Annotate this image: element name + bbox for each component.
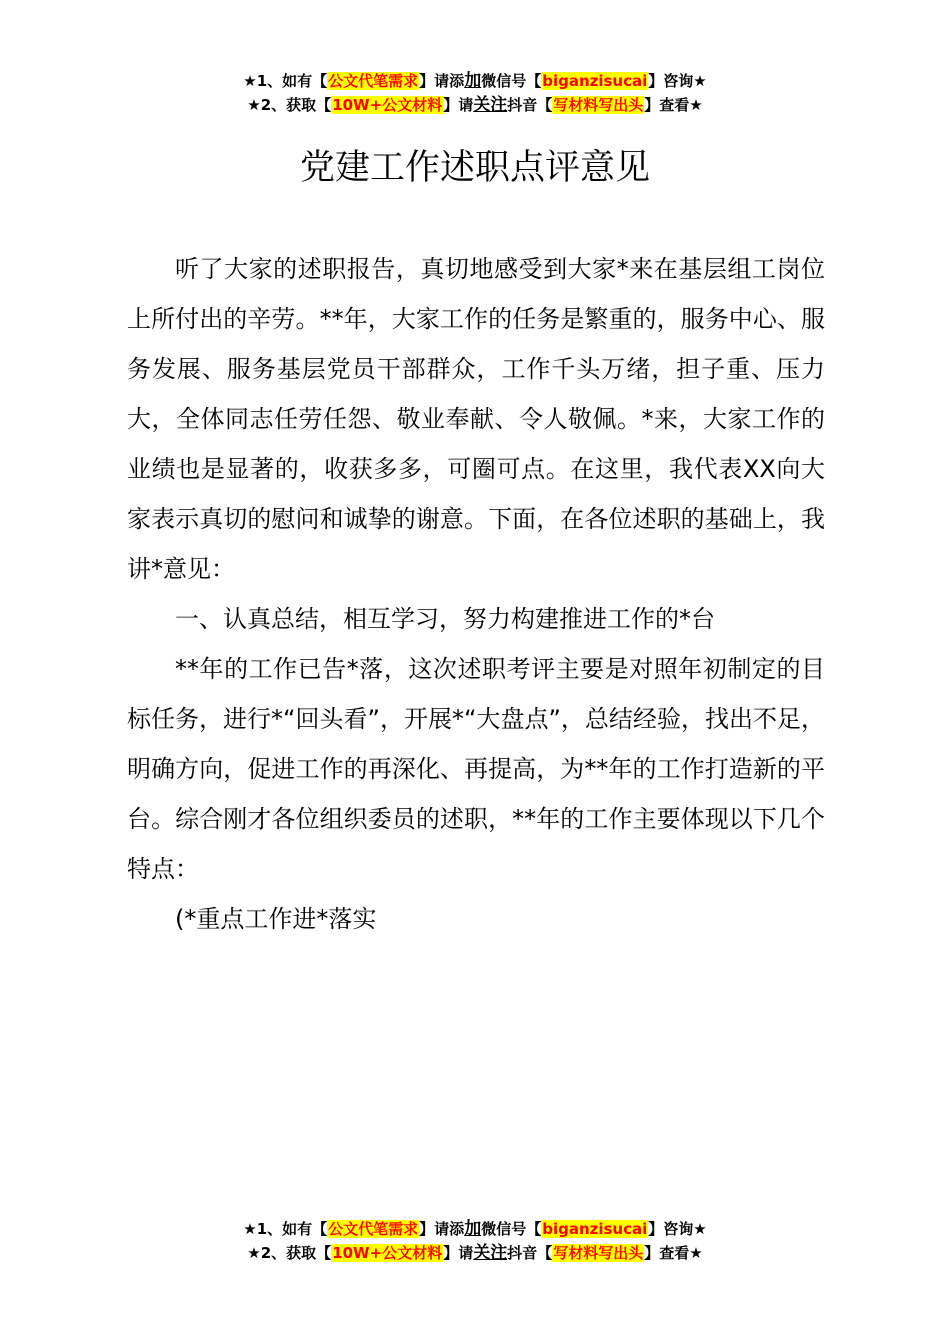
banner-line-2: [0, 1241, 950, 1265]
header-banner: [0, 69, 950, 117]
highlight-text: 10W+公文材料: [332, 1244, 443, 1262]
banner-line-1: [0, 1217, 950, 1241]
banner-text: 抖音【: [507, 96, 553, 114]
banner-line-1: [0, 69, 950, 93]
subsection-heading: (*重点工作进*落实: [175, 905, 377, 933]
banner-text: ★1、如有【: [243, 1220, 328, 1238]
document-title: 党建工作述职点评意见: [299, 148, 650, 188]
banner-text: 】请添: [419, 1220, 465, 1238]
douyin-id: 写材料写出头: [553, 1244, 644, 1262]
banner-text: 】请添: [419, 72, 465, 90]
emphasis-text: 加: [464, 71, 482, 91]
banner-text: 】请: [443, 96, 474, 114]
paragraph: **年的工作已告*落，这次述职考评主要是对照年初制定的目标任务，进行*“回头看”，开展*“大盘点”，总结经验，找出不足，明确方向，促进工作的再深化、再提高，为**年的工作打造新的平台。综合刚才各位组织委员的述职，**年的工作主要体现以下几个特点：: [127, 655, 825, 883]
emphasis-text: 加: [464, 1219, 482, 1239]
banner-line-2: [0, 93, 950, 117]
paragraph: 听了大家的述职报告，真切地感受到大家*来在基层组工岗位上所付出的辛劳。**年，大家工作的任务是繁重的，服务中心、服务发展、服务基层党员干部群众，工作千头万绪，担子重、压力大，全体同志任劳任怨、敬业奉献、令人敬佩。*来，大家工作的业绩也是显著的，收获多多，可圈可点。在这里，我代表XX向大家表示真切的慰问和诚挚的谢意。下面，在各位述职的基础上，我讲*意见：: [127, 255, 825, 583]
banner-text: 微信号【: [481, 72, 542, 90]
highlight-text: 公文代笔需求: [328, 1220, 419, 1238]
highlight-text: 10W+公文材料: [332, 96, 443, 114]
banner-text: 】咨询★: [648, 72, 707, 90]
banner-text: ★1、如有【: [243, 72, 328, 90]
banner-text: ★2、获取【: [247, 1244, 332, 1262]
banner-text: 微信号【: [481, 1220, 542, 1238]
wechat-id: biganzisucai: [542, 72, 648, 90]
section-heading: 一、认真总结，相互学习，努力构建推进工作的*台: [175, 605, 715, 633]
emphasis-text: 关注: [473, 95, 508, 115]
banner-text: 】咨询★: [648, 1220, 707, 1238]
wechat-id: biganzisucai: [542, 1220, 648, 1238]
emphasis-text: 关注: [473, 1243, 508, 1263]
banner-text: ★2、获取【: [247, 96, 332, 114]
document-body: [127, 244, 825, 944]
banner-text: 】请: [443, 1244, 474, 1262]
highlight-text: 公文代笔需求: [328, 72, 419, 90]
douyin-id: 写材料写出头: [553, 96, 644, 114]
footer-banner: [0, 1217, 950, 1265]
banner-text: 抖音【: [507, 1244, 553, 1262]
banner-text: 】查看★: [644, 1244, 703, 1262]
banner-text: 】查看★: [644, 96, 703, 114]
